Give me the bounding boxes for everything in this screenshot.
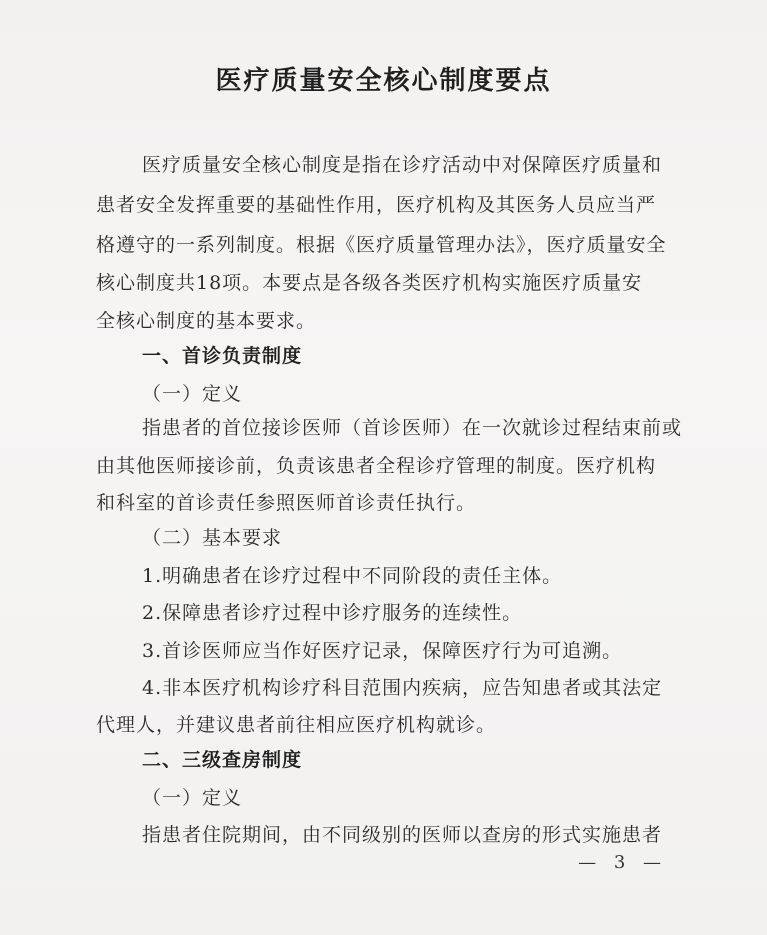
document-title: 医疗质量安全核心制度要点 — [215, 66, 552, 96]
intro-line-5: 全核心制度的基本要求。 — [96, 310, 317, 332]
intro-line-4: 核心制度共18项。本要点是各级各类医疗机构实施医疗质量安 — [96, 272, 643, 294]
section-1-requirement-4: 4.非本医疗机构诊疗科目范围内疾病，应告知患者或其法定 — [142, 677, 663, 699]
section-2-definition-label: （一）定义 — [142, 787, 243, 809]
page-number: — 3 — — [578, 852, 667, 873]
section-1-definition-line-3: 和科室的首诊责任参照医师首诊责任执行。 — [96, 492, 477, 514]
section-1-requirement-2: 2.保障患者诊疗过程中诊疗服务的连续性。 — [142, 602, 523, 624]
section-1-requirement-4-cont: 代理人，并建议患者前往相应医疗机构就诊。 — [96, 714, 497, 736]
section-1-requirement-3: 3.首诊医师应当作好医疗记录，保障医疗行为可追溯。 — [142, 640, 623, 662]
section-1-heading: 一、首诊负责制度 — [142, 345, 303, 367]
section-1-definition-line-2: 由其他医师接诊前，负责该患者全程诊疗管理的制度。医疗机构 — [96, 455, 657, 477]
section-2-definition-line: 指患者住院期间，由不同级别的医师以查房的形式实施患者 — [142, 824, 663, 846]
intro-line-2: 患者安全发挥重要的基础性作用，医疗机构及其医务人员应当严 — [96, 194, 657, 216]
intro-line-1: 医疗质量安全核心制度是指在诊疗活动中对保障医疗质量和 — [142, 154, 663, 176]
section-1-definition-label: （一）定义 — [142, 383, 243, 405]
section-1-definition-line-1: 指患者的首位接诊医师（首诊医师）在一次就诊过程结束前或 — [142, 417, 683, 439]
section-1-requirement-1: 1.明确患者在诊疗过程中不同阶段的责任主体。 — [142, 565, 563, 587]
section-1-requirements-label: （二）基本要求 — [142, 527, 283, 549]
intro-line-3: 格遵守的一系列制度。根据《医疗质量管理办法》，医疗质量安全 — [96, 234, 667, 256]
section-2-heading: 二、三级查房制度 — [142, 749, 303, 771]
